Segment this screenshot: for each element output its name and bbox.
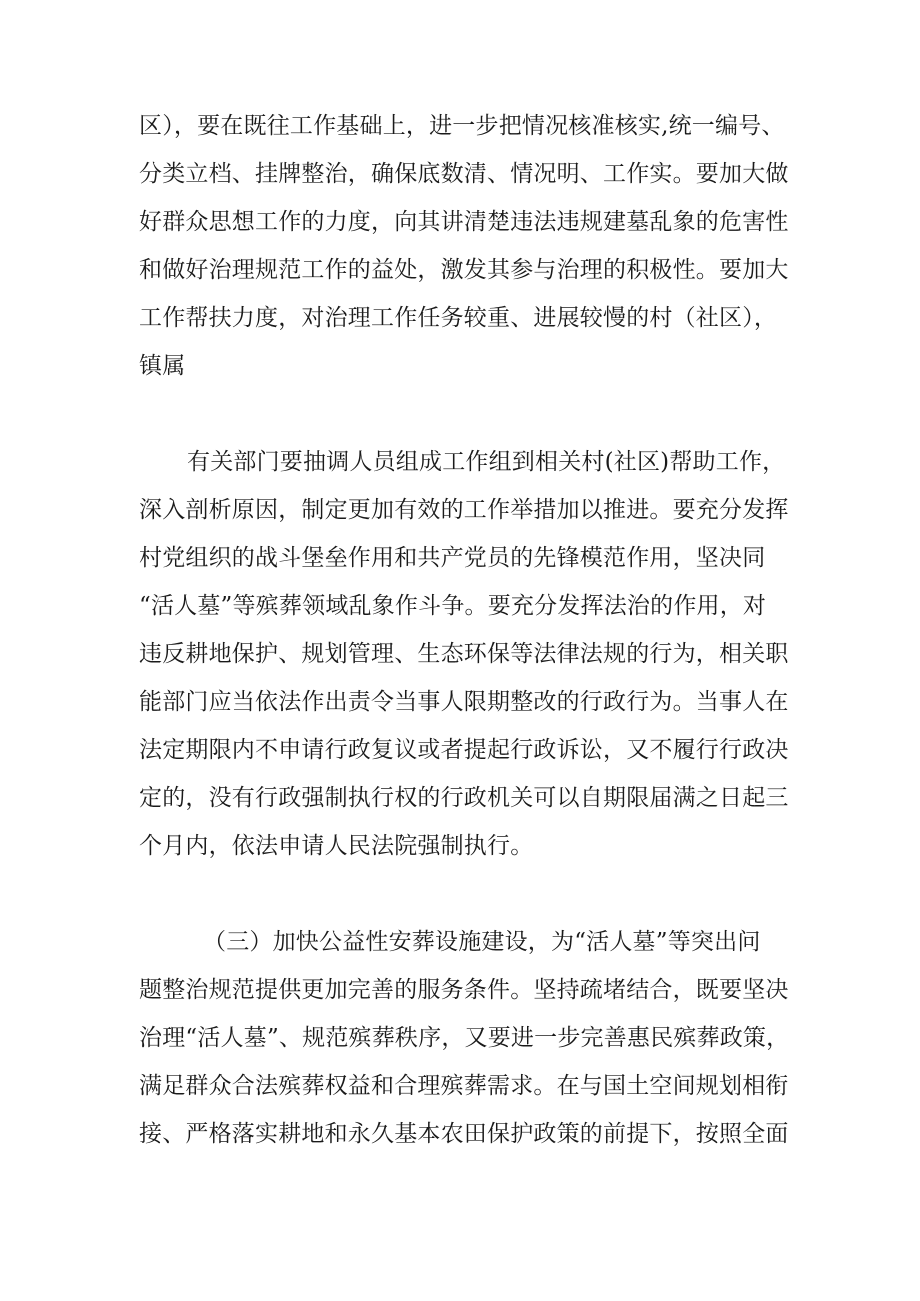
text-line: 区），要在既往工作基础上，进一步把情况核准核实,统一编号、 bbox=[139, 113, 785, 139]
text-line: 能部门应当依法作出责令当事人限期整改的行政行为。当事人在 bbox=[139, 689, 789, 715]
text-line: 分类立档、挂牌整治，确保底数清、情况明、工作实。要加大做 bbox=[139, 161, 789, 187]
text-line: 工作帮扶力度，对治理工作任务较重、进展较慢的村（社区）， bbox=[139, 305, 778, 331]
section-heading-line: （三）加快公益性安葬设施建设，为“活人墓”等突出问 bbox=[203, 929, 761, 955]
text-line: 违反耕地保护、规划管理、生态环保等法律法规的行为，相关职 bbox=[139, 641, 789, 667]
text-line: 接、严格落实耕地和永久基本农田保护政策的前提下，按照全面 bbox=[139, 1121, 789, 1147]
text-line: 法定期限内不申请行政复议或者提起行政诉讼，又不履行行政决 bbox=[139, 737, 789, 763]
text-line: 好群众思想工作的力度，向其讲清楚违法违规建墓乱象的危害性 bbox=[139, 209, 789, 235]
text-line: 和做好治理规范工作的益处，激发其参与治理的积极性。要加大 bbox=[139, 257, 789, 283]
text-line: 深入剖析原因，制定更加有效的工作举措加以推进。要充分发挥 bbox=[139, 497, 789, 523]
text-line: “活人墓”等殡葬领域乱象作斗争。要充分发挥法治的作用，对 bbox=[139, 593, 767, 619]
text-line: 有关部门要抽调人员组成工作组到相关村(社区)帮助工作， bbox=[187, 449, 786, 475]
text-line: 题整治规范提供更加完善的服务条件。坚持疏堵结合，既要坚决 bbox=[139, 977, 789, 1003]
text-line: 村党组织的战斗堡垒作用和共产党员的先锋模范作用，坚决同 bbox=[139, 545, 766, 571]
text-line: 治理“活人墓”、规范殡葬秩序，又要进一步完善惠民殡葬政策， bbox=[139, 1025, 790, 1051]
text-line: 定的，没有行政强制执行权的行政机关可以自期限届满之日起三 bbox=[139, 785, 789, 811]
text-line: 镇属 bbox=[139, 353, 186, 379]
text-line: 个月内，依法申请人民法院强制执行。 bbox=[139, 833, 534, 859]
text-line: 满足群众合法殡葬权益和合理殡葬需求。在与国土空间规划相衔 bbox=[139, 1073, 789, 1099]
